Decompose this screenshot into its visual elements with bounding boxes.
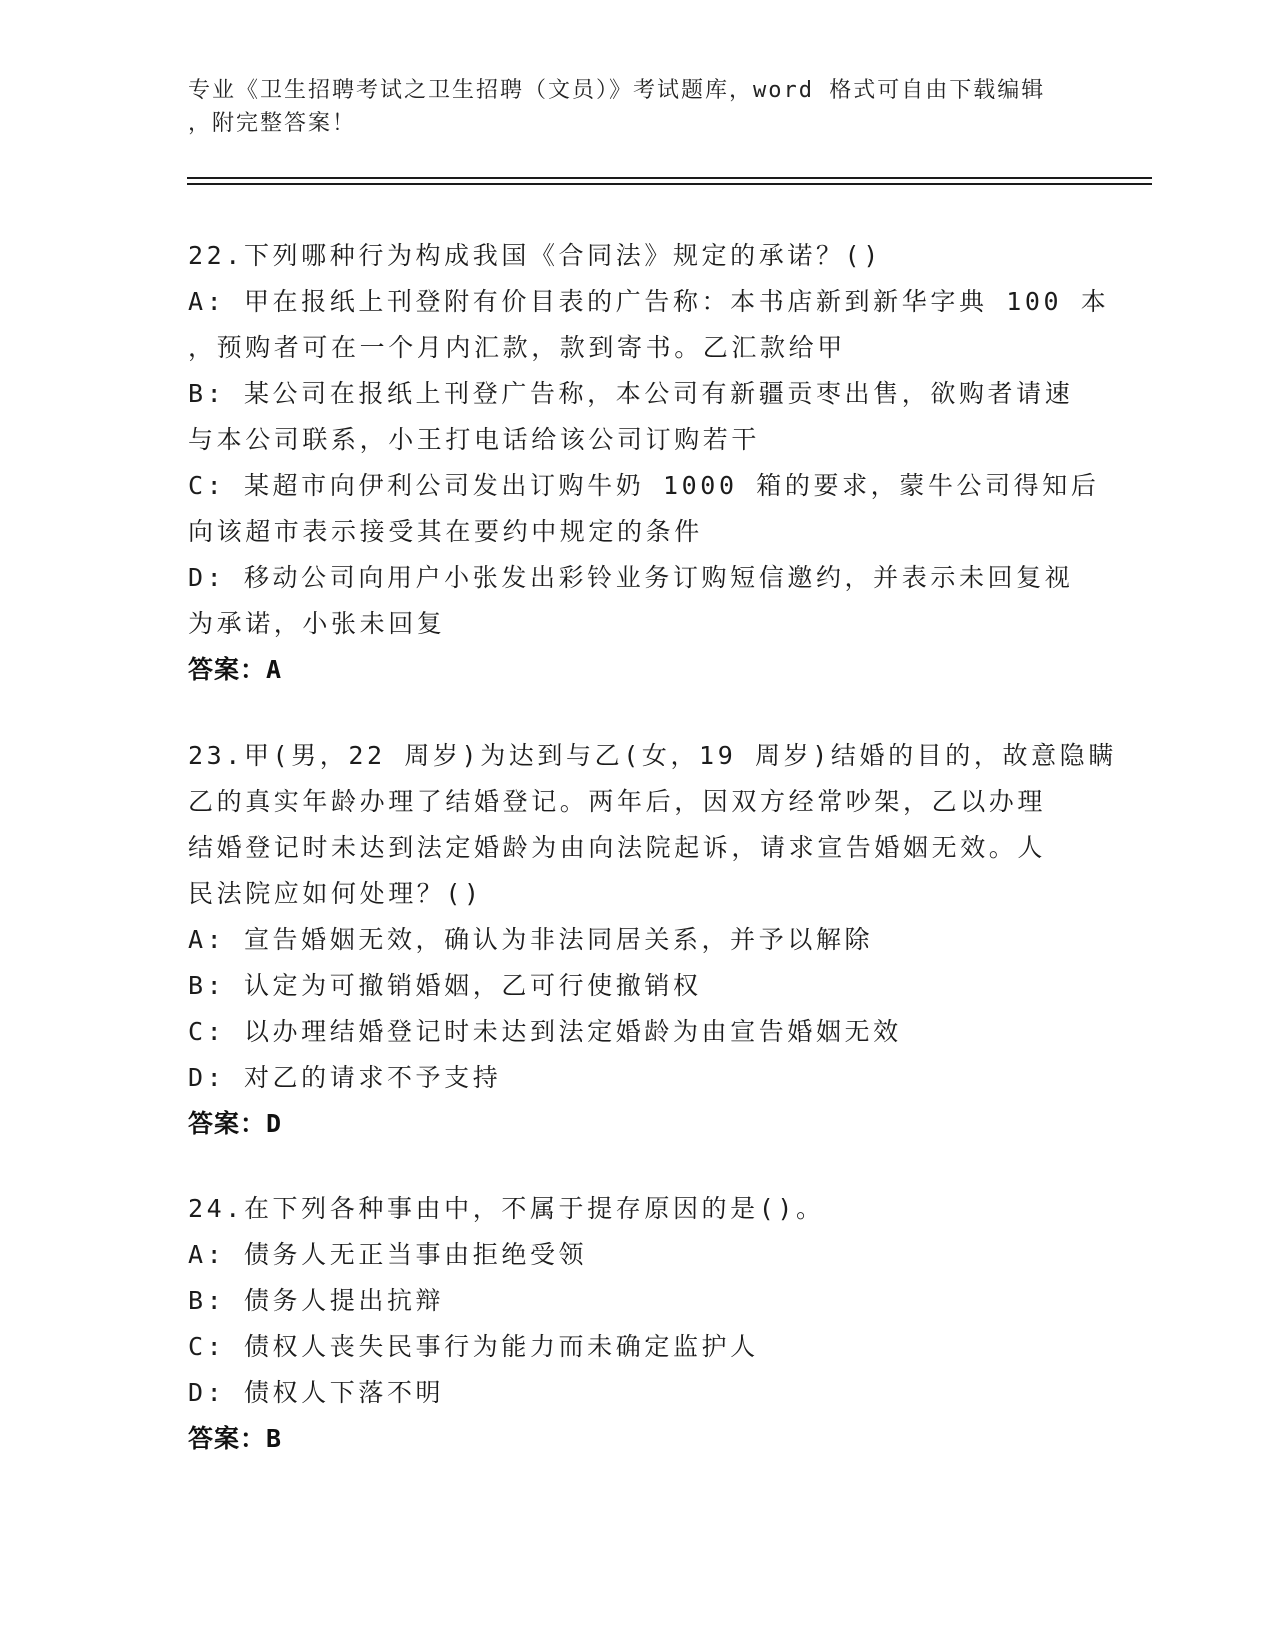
question-22-option-b-cont: 与本公司联系，小王打电话给该公司订购若干 (188, 425, 761, 454)
question-23-option-d: D: 对乙的请求不予支持 (188, 1063, 502, 1092)
question-23-stem-cont-1: 乙的真实年龄办理了结婚登记。两年后，因双方经常吵架，乙以办理 (188, 787, 1047, 816)
question-24-stem: 24.在下列各种事由中，不属于提存原因的是()。 (188, 1194, 825, 1223)
question-22-option-d: D: 移动公司向用户小张发出彩铃业务订购短信邀约，并表示未回复视 (188, 563, 1074, 592)
question-24-option-b: B: 债务人提出抗辩 (188, 1286, 445, 1315)
question-22-answer: 答案：A (188, 655, 283, 684)
header-line-2: ，附完整答案！ (188, 111, 357, 136)
question-22-stem: 22.下列哪种行为构成我国《合同法》规定的承诺？() (188, 241, 882, 270)
question-23-option-a: A: 宣告婚姻无效，确认为非法同居关系，并予以解除 (188, 925, 874, 954)
question-24-answer: 答案：B (188, 1424, 283, 1453)
question-24 (188, 1186, 1088, 1462)
question-24-option-d: D: 债权人下落不明 (188, 1378, 445, 1407)
question-22 (188, 233, 1110, 693)
question-22-option-b: B: 某公司在报纸上刊登广告称，本公司有新疆贡枣出售，欲购者请速 (188, 379, 1074, 408)
header-divider-bottom (187, 183, 1152, 185)
question-23-stem-cont-3: 民法院应如何处理？() (188, 879, 483, 908)
question-22-option-c-cont: 向该超市表示接受其在要约中规定的条件 (188, 517, 703, 546)
question-22-option-c: C: 某超市向伊利公司发出订购牛奶 1000 箱的要求，蒙牛公司得知后 (188, 471, 1100, 500)
question-22-option-a: A: 甲在报纸上刊登附有价目表的广告称：本书店新到新华字典 100 本 (188, 287, 1110, 316)
question-23 (188, 733, 1117, 1147)
question-24-option-a: A: 债务人无正当事由拒绝受领 (188, 1240, 588, 1269)
question-23-option-b: B: 认定为可撤销婚姻，乙可行使撤销权 (188, 971, 702, 1000)
question-22-option-d-cont: 为承诺，小张未回复 (188, 609, 446, 638)
question-22-option-a-cont: ，预购者可在一个月内汇款，款到寄书。乙汇款给甲 (188, 333, 846, 362)
question-23-option-c: C: 以办理结婚登记时未达到法定婚龄为由宣告婚姻无效 (188, 1017, 902, 1046)
header-divider-top (187, 177, 1152, 179)
question-24-option-c: C: 债权人丧失民事行为能力而未确定监护人 (188, 1332, 759, 1361)
document-header (188, 74, 1068, 140)
question-23-answer: 答案：D (188, 1109, 283, 1138)
header-line-1: 专业《卫生招聘考试之卫生招聘（文员）》考试题库，word 格式可自由下载编辑 (188, 78, 1046, 103)
question-23-stem-cont-2: 结婚登记时未达到法定婚龄为由向法院起诉，请求宣告婚姻无效。人 (188, 833, 1047, 862)
question-23-stem: 23.甲(男，22 周岁)为达到与乙(女，19 周岁)结婚的目的，故意隐瞒 (188, 741, 1117, 770)
